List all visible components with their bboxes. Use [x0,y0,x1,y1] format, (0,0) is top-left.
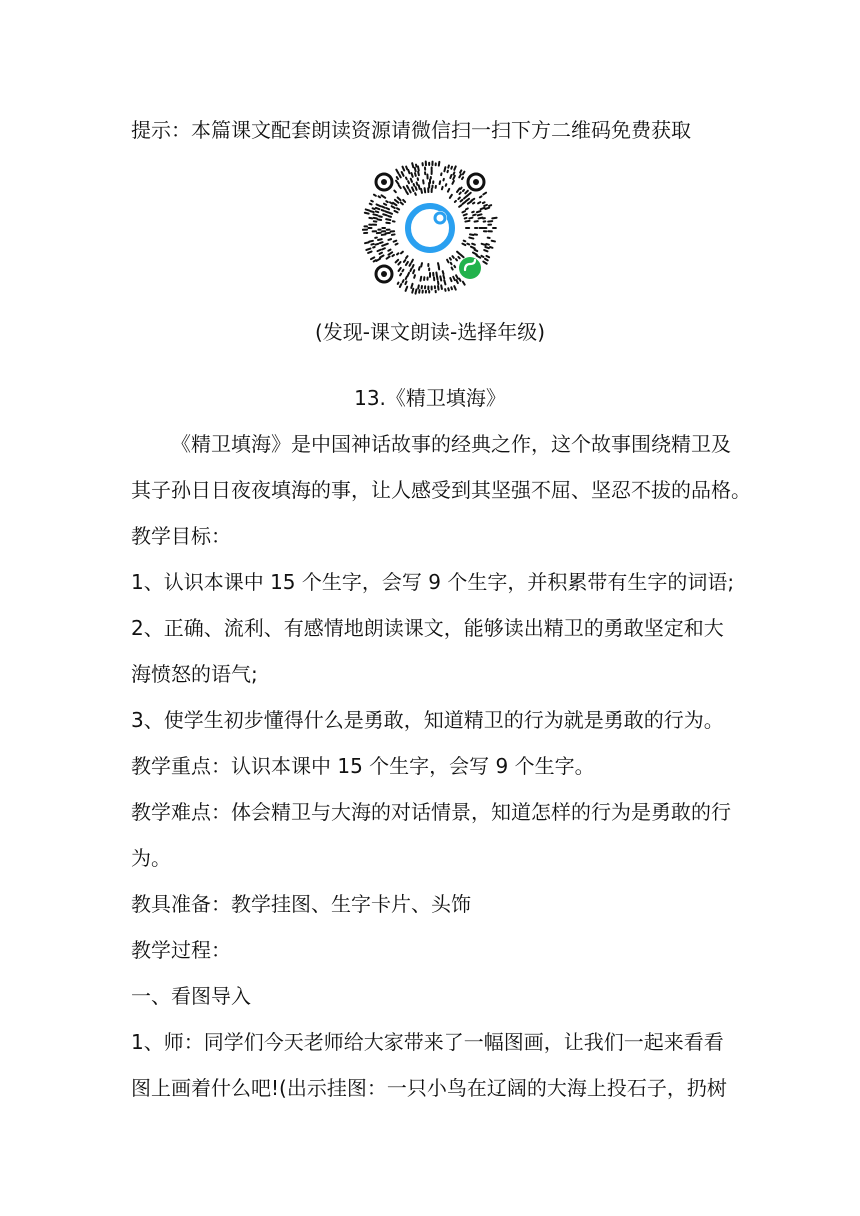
qr-module [468,201,472,203]
process-heading: 教学过程： [131,938,231,962]
section-1-line-1: 1、师：同学们今天老师给大家带来了一幅图画，让我们一起来看看 [131,1030,724,1054]
qr-module [388,216,391,217]
qr-module [448,165,449,167]
qr-module [412,187,414,191]
goal-2: 2、正确、流利、有感情地朗读课文，能够读出精卫的勇敢坚定和大 [131,616,724,640]
qr-module [411,173,412,177]
qr-module [365,242,369,243]
qr-module [399,185,401,188]
qr-module [478,202,480,203]
qr-module [393,203,397,205]
lesson-title: 13.《精卫填海》 [354,386,506,410]
qr-module [370,204,372,205]
qr-module [425,188,426,192]
qr-module [478,214,482,215]
qr-module [369,241,373,242]
qr-module [401,252,403,254]
qr-module [379,196,381,197]
qr-module [370,211,373,212]
qr-module [440,276,441,280]
qr-module [385,244,388,245]
qr-module [462,177,463,179]
qr-module [438,286,439,290]
qr-module [419,185,420,189]
qr-module [464,241,466,242]
qr-module [460,170,461,172]
qr-caption: (发现-课文朗读-选择年级) [314,320,546,344]
qr-module [444,167,445,171]
qr-module [456,259,457,260]
qr-module [376,211,379,212]
qr-module [373,247,374,248]
qr-module [397,177,398,179]
qr-module [455,201,456,202]
qr-module [474,250,477,251]
qr-module [371,257,374,259]
qr-module [408,273,410,276]
qr-module [403,167,405,171]
qr-module [492,218,496,219]
qr-module [471,247,475,249]
qr-module [473,253,477,255]
qr-module [415,193,416,195]
qr-module [444,280,445,284]
qr-module [388,252,392,254]
qr-module [463,202,466,204]
qr-module [472,212,474,213]
qr-module [394,211,397,212]
qr-module [409,264,410,266]
difficulties-line-2: 为。 [131,846,171,870]
qr-module [365,213,369,214]
qr-module [382,210,384,211]
qr-module [461,255,464,258]
qr-module [380,255,383,257]
qr-module [463,282,465,285]
qr-module [386,208,389,209]
qr-module [379,216,382,217]
qr-module [483,193,486,195]
qr-module [419,267,420,270]
qr-module [396,181,398,184]
qr-module [383,214,387,215]
qr-finder-top-left [376,174,392,190]
qr-finder-bottom-left [376,266,392,282]
qr-module [421,277,422,281]
goal-3: 3、使学生初步懂得什么是勇敢，知道精卫的行为就是勇敢的行为。 [131,708,724,732]
qr-module [459,205,461,207]
qr-module [403,200,405,202]
qr-module [366,249,370,250]
qr-module [452,181,454,184]
qr-module [461,188,462,189]
qr-finder-top-right [468,174,484,190]
qr-module [399,268,401,271]
qr-module [410,269,411,271]
qr-module [421,263,422,266]
qr-module [439,162,440,166]
qr-module [457,188,460,192]
qr-module [413,270,414,273]
qr-module [412,289,413,293]
qr-module [448,288,449,290]
qr-module [467,244,469,245]
qr-module [465,191,468,194]
qr-module [375,244,378,245]
qr-module [407,186,408,189]
qr-module [378,219,382,220]
qr-module [451,167,452,169]
qr-module [377,250,380,251]
qr-module [484,205,487,206]
qr-module [481,256,483,257]
intro-line-2: 其子孙日日夜夜填海的事，让人感受到其坚强不屈、坚忍不拔的品格。 [131,478,751,502]
qr-module [453,176,455,179]
qr-module [463,190,464,191]
qr-module [490,247,492,248]
section-1-heading: 一、看图导入 [131,984,251,1008]
qr-module [384,204,386,205]
qr-module [376,259,380,261]
goals-heading: 教学目标： [131,524,231,548]
qr-module [462,211,465,212]
qr-module [492,241,495,242]
qr-module [459,192,460,194]
qr-module [371,201,373,202]
qr-module [404,187,406,190]
qr-module [378,239,382,240]
qr-module [458,257,459,258]
qr-module [415,173,416,176]
qr-module [415,168,416,171]
qr-module [459,279,460,281]
qr-module [442,187,443,189]
qr-module [385,211,388,212]
qr-module [396,260,399,263]
qr-module [452,256,453,258]
qr-module [414,184,415,186]
qr-module [371,244,373,245]
qr-module [473,215,476,216]
qr-module [462,244,465,245]
qr-module [380,253,382,254]
qr-module [421,189,422,193]
qr-module [398,283,399,284]
qr-module [454,266,455,267]
qr-module [448,189,449,192]
qr-module [374,260,376,261]
qr-module [373,214,377,215]
qr-module [392,255,394,256]
qr-module [485,208,489,209]
qr-module [400,274,401,276]
qr-module [482,244,486,245]
qr-code[interactable] [362,160,498,296]
qr-module [400,284,401,287]
qr-module [412,260,413,262]
qr-module [450,258,451,260]
key-points: 教学重点：认识本课中 15 个生字，会写 9 个生字。 [131,754,595,778]
qr-module [418,285,419,288]
qr-module [411,179,412,182]
qr-module [480,196,482,197]
qr-module [398,262,400,265]
qr-module [377,204,381,206]
qr-module [402,270,403,272]
qr-module [483,262,486,264]
qr-module [397,253,398,254]
qr-module [489,205,491,206]
qr-module [458,198,460,200]
qr-module [484,250,487,251]
qr-module [382,248,385,249]
qr-module [408,181,409,183]
qr-module [485,247,489,248]
qr-module [450,175,451,178]
qr-module [464,214,467,215]
qr-module [451,287,452,289]
qr-module [450,278,451,281]
qr-module [477,211,481,212]
qr-module [456,280,457,283]
qr-module [382,206,385,207]
qr-module [406,191,408,194]
qr-module [463,172,465,175]
qr-module [446,184,447,186]
qr-module [451,263,452,264]
qr-module [402,172,404,176]
qr-module [398,197,401,200]
qr-module [404,260,405,262]
qr-module [416,290,417,294]
qr-module [476,255,480,257]
qr-module [443,276,444,279]
mini-program-badge-icon [459,257,481,279]
qr-module [366,209,370,210]
qr-module [473,203,474,204]
qr-module [406,178,407,180]
qr-module [414,275,415,278]
qr-module [388,250,390,251]
qr-module [453,277,455,280]
qr-module [479,218,483,219]
qr-module [387,257,390,259]
qr-module [394,241,397,242]
difficulties-line-1: 教学难点：体会精卫与大海的对话情景，知道怎样的行为是勇敢的行 [131,800,731,824]
intro-line-1: 《精卫填海》是中国神话故事的经典之作，这个故事围绕精卫及 [171,432,731,456]
qr-module [469,218,472,219]
qr-module [467,193,470,196]
qr-module [459,174,461,177]
qr-module [382,234,386,235]
qr-module [380,242,383,243]
qr-module [392,206,395,208]
qr-module [454,286,455,290]
qr-module [466,208,468,209]
hint-line: 提示：本篇课文配套朗读资源请微信扫一扫下方二维码免费获取 [131,118,691,142]
qr-module [374,195,376,196]
qr-module [417,182,418,184]
materials: 教具准备：教学挂图、生字卡片、头饰 [131,892,471,916]
qr-module [406,262,408,265]
qr-module [368,252,371,253]
qr-module [405,282,406,285]
qr-module [485,259,488,261]
qr-module [388,239,391,240]
qr-module [409,190,410,192]
qr-module [382,245,383,246]
qr-module [466,199,469,201]
qr-module [386,219,390,220]
qr-module [406,167,407,170]
qr-module [457,252,460,254]
qr-module [452,267,453,269]
qr-module [418,172,419,175]
qr-module [447,260,448,263]
goal-2-cont: 海愤怒的语气; [131,662,258,686]
qr-module [406,287,408,291]
qr-module [472,244,475,245]
qr-module [416,187,417,190]
qr-module [386,201,388,202]
qr-module [374,218,377,219]
qr-module [411,284,412,288]
qr-module [440,181,441,184]
qr-module [454,166,455,169]
qr-module [396,244,398,245]
section-1-line-2: 图上画着什么吧!(出示挂图：一只小鸟在辽阔的大海上投石子，扔树 [131,1076,727,1100]
qr-module [373,208,375,209]
qr-module [397,208,399,209]
qr-module [412,163,413,167]
qr-module [406,256,408,258]
qr-module [412,265,413,268]
qr-module [469,238,473,239]
qr-module [403,280,404,282]
qr-module [394,191,396,193]
qr-module [406,277,407,279]
qr-module [450,195,452,198]
qr-module [465,221,469,222]
qr-module [453,172,454,174]
qr-module [481,208,485,209]
goal-1: 1、认识本课中 15 个生字，会写 9 个生字，并积累带有生字的词语; [131,570,735,594]
qr-module [471,199,474,201]
qr-module [395,200,398,203]
qr-module [382,195,386,197]
qr-module [486,244,489,245]
qr-module [408,170,409,173]
qr-module [401,202,403,204]
qr-module [418,166,419,170]
qr-module [376,208,379,209]
qr-module [483,202,485,203]
qr-module [456,275,458,278]
qr-module [470,234,474,235]
qr-module [390,202,392,203]
qr-module [443,271,444,274]
qr-module [461,200,463,202]
qr-module [386,233,390,234]
qr-module [396,170,398,174]
qr-module [486,256,489,257]
qr-module [399,175,400,178]
qr-module [441,285,442,289]
